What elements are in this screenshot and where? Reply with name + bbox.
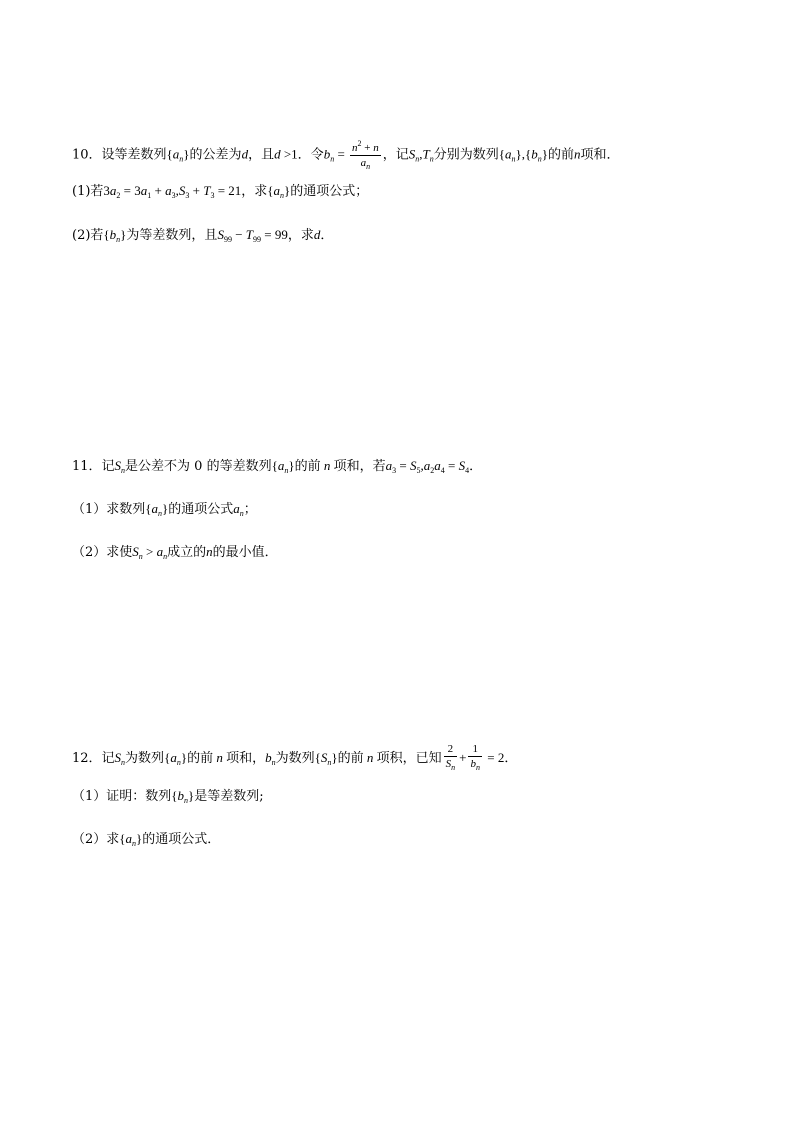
problem-12-part-1: （1）证明：数列$\{b_n\}$是等差数列;	[72, 788, 264, 805]
fraction-1-over-bn: $\frac{1}{b_n}$	[470, 743, 480, 772]
fraction-2-over-sn: $\frac{2}{S_n}$	[445, 743, 456, 772]
fraction-bn: $\frac{n^2 + n}{a_n}$	[352, 139, 379, 171]
problem-10-part-2: (2)若$\{b_n\}$为等差数列，且$S_{99} - T_{99} = 99$，求d．	[72, 227, 334, 244]
problem-11-part-1: （1）求数列$\{a_n\}$的通项公式$a_n$；	[72, 501, 257, 518]
problem-12-part-2: （2）求$\{a_n\}$的通项公式．	[72, 831, 221, 848]
problem-11-part-2: （2）求使$S_n > a_n$成立的n的最小值．	[72, 544, 278, 561]
problem-11-stem: 11．记$S_n$是公差不为 0 的等差数列$\{a_n\}$的前 n 项和，若$a_3 = S_5,a_2a_4 = S_4$．	[72, 458, 483, 475]
problem-12-stem: 12．记$S_n$为数列$\{a_n\}$的前 n 项和，$b_n$为数列$\{S_n\}$的前 n 项积，已知 $\frac{2}{S_n}$ + $\frac{1}{b_n}$ = 2．	[72, 743, 518, 772]
problem-10-stem: 10．设等差数列$\{a_n\}$的公差为d，且d >1．令$b_n$ = $\frac{n^2 + n}{a_n}$ ，记$S_n,T_n$分别为数列$\{a_n\},\{b_n\}$的前n项和．	[72, 139, 620, 171]
problem-10-part-1: (1)若$3a_2 = 3a_1 + a_3,S_3 + T_3 = 21$，求$\{a_n\}$的通项公式；	[72, 183, 369, 200]
